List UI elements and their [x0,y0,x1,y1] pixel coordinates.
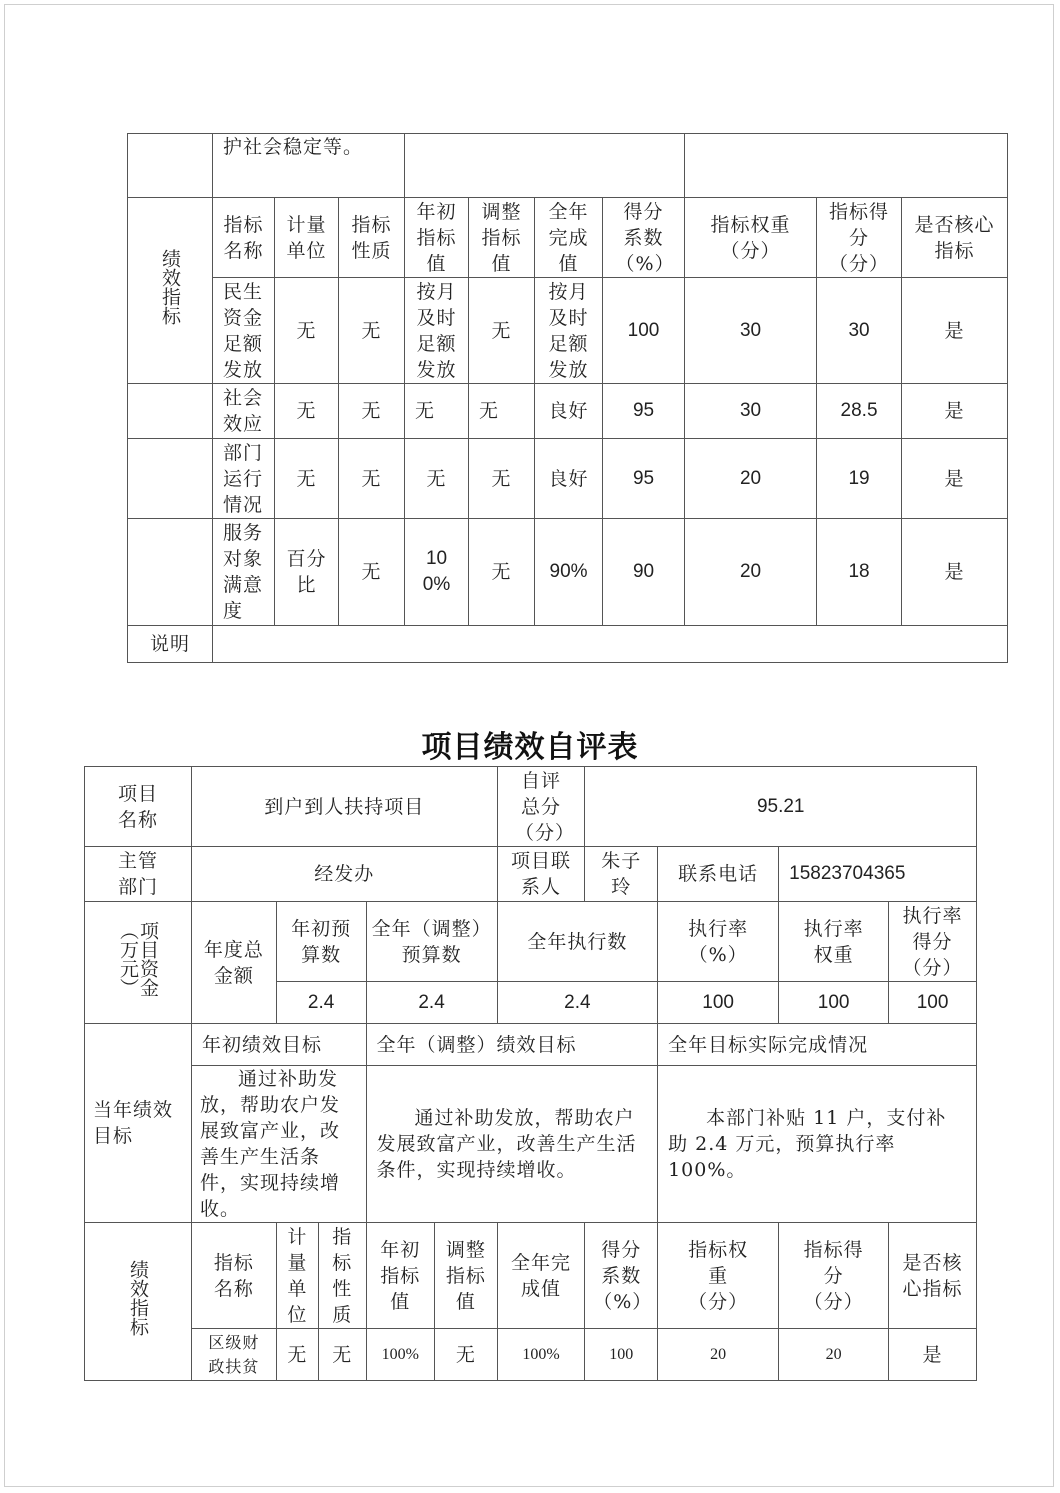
note-label: 说明 [128,626,213,663]
perf-header-adjusted: 调整指标值 [435,1223,498,1329]
weight: 30 [685,278,817,384]
fund-header-executed: 全年执行数 [497,902,657,982]
contact: 朱子玲 [585,847,658,902]
table-row [128,278,1008,384]
perf-header-name: 指标名称 [191,1223,276,1329]
table-row [128,439,1008,519]
fund-rate-score-value: 100 [889,982,977,1024]
fund-header-rate: 执行率（%） [658,902,779,982]
header-weight: 指标权重（分） [685,198,817,278]
table-row [128,519,1008,626]
core: 是 [902,439,1008,519]
initial: 100% [405,519,469,626]
score: 28.5 [817,384,902,439]
perf-header-core: 是否核心指标 [889,1223,977,1329]
table-row [85,1329,977,1381]
perf-name: 区级财政扶贫 [191,1329,276,1381]
fund-adjusted-value: 2.4 [366,982,497,1024]
core: 是 [902,519,1008,626]
goal-adjusted: 通过补助发放，帮助农户发展致富产业，改善生产生活条件，实现持续增收。 [366,1066,658,1223]
coef: 100 [603,278,685,384]
indicator-name: 服务对象满意度 [213,519,275,626]
section-label: 绩效指标 [128,198,213,384]
perf-header-initial: 年初指标值 [366,1223,435,1329]
header-core: 是否核心指标 [902,198,1008,278]
indicator-name: 社会效应 [213,384,275,439]
fund-header-adjusted: 全年（调整）预算数 [366,902,497,982]
perf-header-unit: 计量单位 [276,1223,318,1329]
section-cell-blank [128,439,213,519]
adjusted: 无 [469,278,535,384]
nature: 无 [339,519,405,626]
header-score-coef: 得分系数（%） [603,198,685,278]
note-content [213,626,1008,663]
score: 18 [817,519,902,626]
phone-label: 联系电话 [658,847,779,902]
goal-header-initial: 年初绩效目标 [191,1024,366,1066]
fund-header-rate-weight: 执行率权重 [779,902,889,982]
section-cell-blank [128,519,213,626]
perf-adjusted: 无 [435,1329,498,1381]
perf-initial: 100% [366,1329,435,1381]
section-cell-blank [128,134,213,198]
self-score-label: 自评总分（分） [497,767,585,847]
phone: 15823704365 [779,847,977,902]
nature: 无 [339,439,405,519]
goal-initial: 通过补助发放，帮助农户发展致富产业，改善生产生活条件，实现持续增收。 [191,1066,366,1223]
score: 19 [817,439,902,519]
initial: 无 [405,384,469,439]
actual: 90% [535,519,603,626]
adjusted: 无 [469,439,535,519]
fund-initial-value: 2.4 [276,982,366,1024]
fund-label-text: 项目资金（万元） [116,921,159,997]
perf-score: 20 [779,1329,889,1381]
perf-actual: 100% [497,1329,585,1381]
goal-actual: 本部门补贴 11 户，支付补助 2.4 万元，预算执行率 100%。 [658,1066,977,1223]
table-row [128,384,1008,439]
goal-header-actual: 全年目标实际完成情况 [658,1024,977,1066]
project-self-evaluation-table [84,766,977,1381]
project-name: 到户到人扶持项目 [191,767,497,847]
indicator-name: 民生资金足额发放 [213,278,275,384]
perf-core: 是 [889,1329,977,1381]
fund-rate-value: 100 [658,982,779,1024]
coef: 95 [603,384,685,439]
initial: 无 [405,439,469,519]
fund-executed-value: 2.4 [497,982,657,1024]
core: 是 [902,384,1008,439]
blank-cell [685,134,1008,198]
weight: 30 [685,384,817,439]
unit: 百分比 [275,519,339,626]
actual: 良好 [535,384,603,439]
dept-label: 主管部门 [85,847,192,902]
self-score: 95.21 [585,767,977,847]
nature: 无 [339,384,405,439]
perf-header-score: 指标得分（分） [779,1223,889,1329]
unit: 无 [275,384,339,439]
actual: 按月及时足额发放 [535,278,603,384]
header-nature: 指标性质 [339,198,405,278]
page-title: 项目绩效自评表 [421,730,639,765]
coef: 95 [603,439,685,519]
header-actual-value: 全年完成值 [535,198,603,278]
perf-label: 绩效指标 [85,1223,192,1381]
fund-rate-weight-value: 100 [779,982,889,1024]
adjusted: 无 [469,519,535,626]
fund-label [85,902,192,1024]
indicator-name: 部门运行情况 [213,439,275,519]
section-cell-blank [128,384,213,439]
nature: 无 [339,278,405,384]
actual: 良好 [535,439,603,519]
goal-label: 当年绩效目标 [85,1024,192,1223]
perf-weight: 20 [658,1329,779,1381]
header-adjusted-value: 调整指标值 [469,198,535,278]
fund-header-rate-score: 执行率得分（分） [889,902,977,982]
weight: 20 [685,439,817,519]
header-initial-value: 年初指标值 [405,198,469,278]
header-indicator-name: 指标名称 [213,198,275,278]
score: 30 [817,278,902,384]
blank-cell [405,134,685,198]
unit: 无 [275,439,339,519]
fund-header-total: 年度总金额 [191,902,276,1024]
perf-header-coef: 得分系数（%） [585,1223,658,1329]
perf-header-actual: 全年完成值 [497,1223,585,1329]
header-unit: 计量单位 [275,198,339,278]
perf-unit: 无 [276,1329,318,1381]
performance-indicator-table-continued [127,133,1008,663]
core: 是 [902,278,1008,384]
project-name-label: 项目名称 [85,767,192,847]
goal-header-adjusted: 全年（调整）绩效目标 [366,1024,658,1066]
dept: 经发办 [191,847,497,902]
contact-label: 项目联系人 [497,847,585,902]
perf-coef: 100 [585,1329,658,1381]
perf-header-weight: 指标权重（分） [658,1223,779,1329]
header-score: 指标得分（分） [817,198,902,278]
perf-nature: 无 [319,1329,366,1381]
unit: 无 [275,278,339,384]
top-text: 护社会稳定等。 [213,134,405,198]
adjusted: 无 [469,384,535,439]
weight: 20 [685,519,817,626]
coef: 90 [603,519,685,626]
initial: 按月及时足额发放 [405,278,469,384]
perf-header-nature: 指标性质 [319,1223,366,1329]
fund-header-initial: 年初预算数 [276,902,366,982]
